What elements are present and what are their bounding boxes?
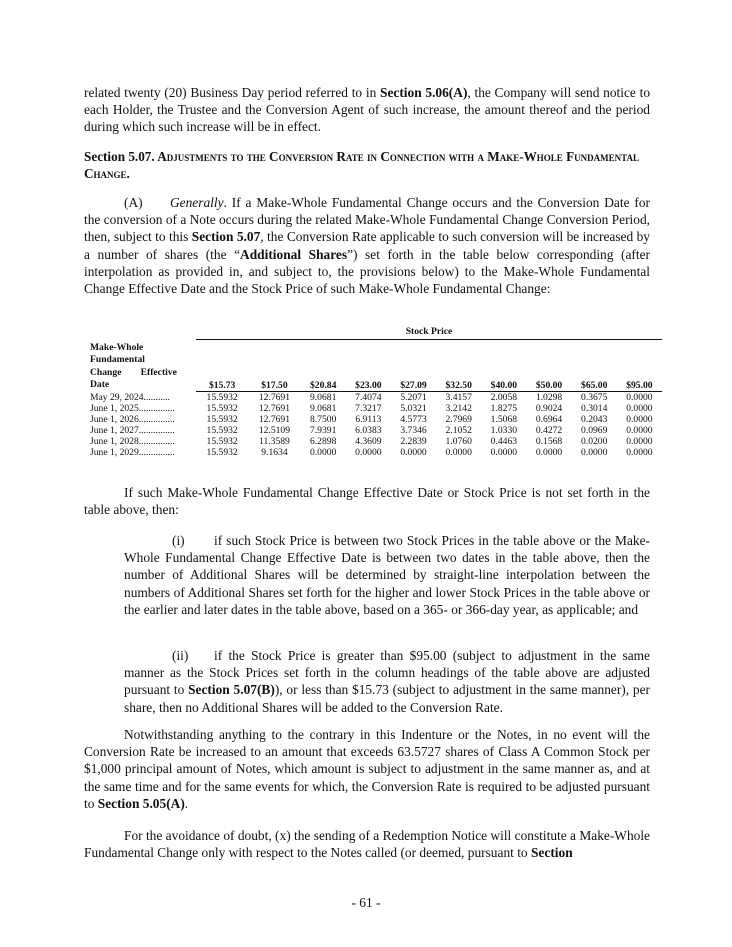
avoidance-text: For the avoidance of doubt, (x) the sending of a Redemption Notice will constitute a Make-Whole Fundamental Change only with respect to the Notes called (or deemed, pursuant to	[84, 828, 650, 861]
price-column-header: $23.00	[346, 340, 391, 392]
price-column-header: $32.50	[436, 340, 481, 392]
additional-shares-table	[88, 326, 662, 458]
item-i-text: if such Stock Price is between two Stock Prices in the table above or the Make-Whole Fundamental Change Effective Date is between two dates in the table above, then the number of Additional Shares will be determined by straight-line interpolation between the numbers of Additional Shares set forth for the higher and lower Stock Prices in the table above or the earlier and later dates in the table above, based on a 365- or 366-day year, as applicable; and	[124, 533, 650, 617]
table-cell: 0.2043	[581, 414, 608, 425]
price-column-header: $15.73	[196, 340, 248, 392]
paragraph-notwithstanding	[84, 726, 650, 812]
table-cell: 5.2071	[400, 392, 427, 403]
table-cell: 0.0000	[626, 436, 653, 447]
row-date: June 1, 2025...............	[90, 403, 175, 414]
paragraph-a-text: . If a Make-Whole Fundamental Change occurs and the Conversion Date for the conversion of a Note occurs during the related Make-Whole Fundamental Change Conversion Period, then, subject to this	[84, 195, 650, 245]
table-cell: 15.5932	[206, 414, 238, 425]
table-cell: 15.5932	[206, 436, 238, 447]
table-cell: 3.4157	[445, 392, 472, 403]
table-cell: 1.0330	[490, 425, 518, 436]
section-ref: Section 5.06(A)	[380, 85, 468, 100]
table-cell: 2.2839	[400, 436, 427, 447]
table-cell: 0.0000	[626, 425, 653, 436]
table-cell: 12.5109	[258, 425, 291, 436]
table-cell: 12.7691	[258, 414, 291, 425]
price-column-header: $27.09	[391, 340, 436, 392]
paragraph-a-label: (A)	[124, 195, 143, 210]
item-i	[84, 532, 650, 618]
table-cell: 9.0681	[309, 403, 337, 414]
table-cell: 4.3609	[355, 436, 382, 447]
table-cell: 12.7691	[258, 392, 291, 403]
table-row	[88, 414, 662, 425]
row-date: June 1, 2029...............	[90, 447, 175, 458]
section-heading	[84, 148, 650, 182]
table-cell: 0.0000	[490, 447, 518, 458]
row-date: May 29, 2024...........	[90, 391, 170, 403]
table-cell: 3.7346	[400, 425, 427, 436]
table-cell: 9.1634	[261, 447, 288, 458]
table-cell: 8.7500	[309, 414, 337, 425]
table-row	[88, 392, 662, 404]
table-cell: 0.6964	[535, 414, 563, 425]
table-cell: 6.0383	[355, 425, 382, 436]
intro-text: related twenty (20) Business Day period referred to in	[84, 85, 380, 100]
table-cell: 5.0321	[400, 403, 427, 414]
price-column-header: $95.00	[617, 340, 662, 392]
table-cell: 0.0200	[581, 436, 608, 447]
section-ref: Section	[530, 845, 573, 861]
table-cell: 0.0000	[400, 447, 427, 458]
row-date: June 1, 2028...............	[90, 436, 175, 447]
paragraph-a	[84, 194, 650, 297]
table-cell: 0.0000	[355, 447, 382, 458]
intro-text-end: , the Company will send notice to each Holder, the Trustee and the Conversion Agent of such increase, the amount thereof and the period during which such increase will be in effect.	[84, 85, 651, 135]
table-cell: 11.3589	[259, 436, 290, 447]
table-cell: 0.0000	[626, 447, 653, 458]
table-cell: 2.0058	[490, 392, 518, 403]
table-cell: 12.7691	[258, 403, 291, 414]
table-cell: 0.4272	[535, 425, 563, 436]
table-cell: 0.9024	[535, 403, 563, 414]
table-cell: 2.1052	[445, 425, 472, 436]
table-cell: 1.0760	[445, 436, 472, 447]
table-cell: 0.0000	[309, 447, 337, 458]
paragraph-avoidance	[84, 827, 650, 861]
item-ii-text: if the Stock Price is greater than $95.00 (subject to adjustment in the same manner as the Stock Prices set forth in the column headings of the table above are adjusted pursuant to	[124, 648, 650, 698]
paragraph-a-subhead: Generally	[170, 195, 224, 210]
table-cell: 6.9113	[355, 414, 382, 425]
price-column-header: $20.84	[301, 340, 346, 392]
table-cell: 0.0000	[626, 414, 653, 425]
table-cell: 0.0969	[581, 425, 608, 436]
table-cell: 0.0000	[445, 447, 472, 458]
table-cell: 0.3014	[581, 403, 608, 414]
item-ii	[84, 647, 650, 716]
table-cell: 15.5932	[206, 425, 238, 436]
paragraph-a-text-3: ”) set forth in the table below corresponding (after interpolation as provided in, and subject to, the provisions below) to the Make-Whole Fundamental Change Effective Date and the Stock Price of such Make-Whole Fundamental Change:	[84, 246, 650, 297]
table-row	[88, 436, 662, 447]
table-cell: 0.3675	[581, 392, 608, 403]
table-cell: 7.4074	[355, 392, 382, 403]
intro-paragraph	[84, 84, 650, 136]
price-column-header: $50.00	[526, 340, 571, 392]
table-cell: 1.5068	[490, 414, 518, 425]
table-cell: 0.0000	[626, 392, 653, 403]
item-ii-text-2: ), or less than $15.73 (subject to adjustment in the same manner), per share, then no Additional Shares will be added to the Conversion Rate.	[124, 682, 650, 715]
page-number: - 61 -	[351, 895, 381, 910]
table-cell: 0.0000	[535, 447, 563, 458]
table-cell: 9.0681	[309, 392, 337, 403]
notwithstanding-text-end: .	[184, 795, 189, 811]
table-cell: 0.0000	[626, 403, 653, 414]
table-cell: 1.0298	[535, 392, 563, 403]
table-cell: 15.5932	[206, 447, 238, 458]
row-date: June 1, 2027...............	[90, 425, 175, 436]
paragraph-a-text-2: , the Conversion Rate applicable to such conversion will be increased by a number of shares (the “	[84, 229, 650, 262]
table-cell: 2.7969	[445, 414, 472, 425]
table-row	[88, 425, 662, 436]
item-i-label: (i)	[172, 533, 185, 548]
table-cell: 0.0000	[581, 447, 608, 458]
table-cell: 7.3217	[355, 403, 382, 414]
table-cell: 0.4463	[490, 436, 518, 447]
table-cell: 1.8275	[490, 403, 518, 414]
price-column-header: $17.50	[248, 340, 300, 392]
table-row	[88, 447, 662, 458]
price-column-header: $65.00	[572, 340, 617, 392]
notwithstanding-text: Notwithstanding anything to the contrary in this Indenture or the Notes, in no event will the Conversion Rate be increased to an amount that exceeds 63.5727 shares of Class A Common Stock per $1,000 principal amount of Notes, which amount is subject to adjustment in the same manner as, and at the same time and for the same events for which, the Conversion Rate is required to be adjusted pursuant to	[84, 727, 650, 811]
stock-price-header: Stock Price	[196, 326, 662, 340]
table-cell: 0.1568	[535, 436, 563, 447]
paragraph-if: If such Make-Whole Fundamental Change Effective Date or Stock Price is not set forth in the table above, then:	[84, 485, 650, 518]
section-ref: Section 5.07	[191, 229, 261, 245]
defined-term: Additional Shares	[240, 246, 348, 262]
table-cell: 15.5932	[206, 392, 238, 403]
section-title: Adjustments to the Conversion Rate in Connection with a Make-Whole Fundamental Change.	[84, 149, 639, 181]
row-date: June 1, 2026...............	[90, 414, 175, 425]
table-cell: 7.9391	[309, 425, 337, 436]
table-cell: 6.2898	[309, 436, 337, 447]
item-ii-label: (ii)	[172, 648, 189, 663]
effective-date-header: Make-Whole Fundamental Change Effective Date	[90, 341, 177, 390]
price-column-header: $40.00	[481, 340, 526, 392]
table-row	[88, 403, 662, 414]
section-ref: Section 5.07(B)	[188, 682, 275, 698]
table-cell: 4.5773	[400, 414, 427, 425]
section-number: Section 5.07.	[84, 149, 155, 164]
table-cell: 15.5932	[206, 403, 238, 414]
table-cell: 3.2142	[445, 403, 472, 414]
section-ref: Section 5.05(A)	[97, 795, 185, 811]
